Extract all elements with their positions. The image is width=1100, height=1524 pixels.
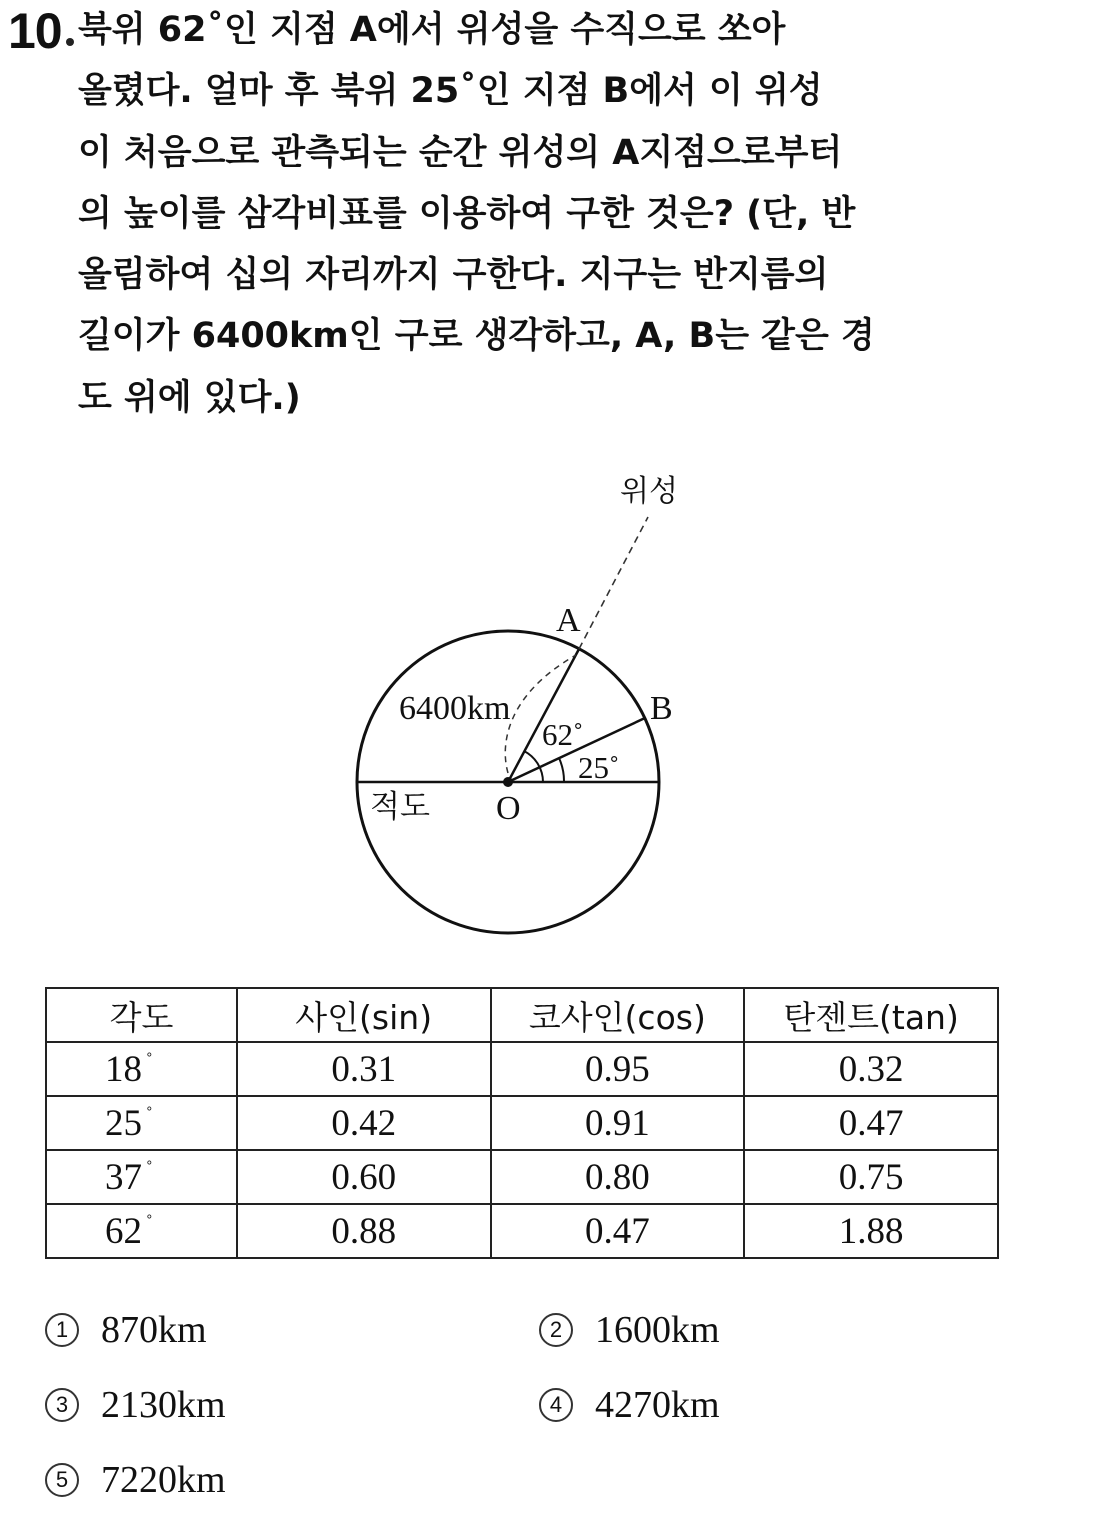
angle-value: 25: [105, 1102, 142, 1144]
angle-cell: [46, 1150, 237, 1204]
angle-arc-62: [524, 751, 543, 782]
sin-cell: 0.31: [237, 1042, 491, 1096]
table-row: [46, 1204, 998, 1258]
choice-text: 2130km: [101, 1384, 226, 1426]
question-number-dot: [66, 38, 74, 46]
stem-line: 올렸다. 얼마 후 북위 25˚인 지점 B에서 이 위성: [78, 71, 823, 112]
question-number: 10: [8, 3, 62, 59]
choice-number-circle: 5: [45, 1463, 79, 1497]
degree-symbol: ˚: [146, 1049, 153, 1072]
choice-number-circle: 2: [539, 1313, 573, 1347]
table-header-row: [46, 988, 998, 1042]
angle-62-label: 62˚: [542, 717, 584, 752]
choice-3[interactable]: [45, 1383, 226, 1427]
sin-cell: 0.42: [237, 1096, 491, 1150]
radius-oa: [508, 649, 579, 782]
tan-cell: 0.75: [744, 1150, 998, 1204]
center-point: [503, 777, 513, 787]
angle-cell: [46, 1042, 237, 1096]
stem-line: 올림하여 십의 자리까지 구한다. 지구는 반지름의: [78, 255, 829, 296]
stem-line: 길이가 6400km인 구로 생각하고, A, B는 같은 경: [78, 316, 875, 357]
tan-cell: 0.47: [744, 1096, 998, 1150]
table-row: [46, 1150, 998, 1204]
stem-line: 도 위에 있다.): [78, 377, 301, 418]
stem-line: 의 높이를 삼각비표를 이용하여 구한 것은? (단, 반: [78, 193, 856, 234]
choice-2[interactable]: [539, 1308, 720, 1352]
choice-number-circle: 4: [539, 1388, 573, 1422]
angle-25-label: 25˚: [578, 750, 620, 785]
angle-value: 62: [105, 1210, 142, 1252]
choice-text: 1600km: [595, 1309, 720, 1351]
choice-text: 4270km: [595, 1384, 720, 1426]
earth-satellite-diagram: [330, 455, 710, 945]
satellite-label: 위성: [620, 474, 678, 509]
angle-value: 18: [105, 1048, 142, 1090]
sin-cell: 0.88: [237, 1204, 491, 1258]
table-row: [46, 1042, 998, 1096]
point-a-label: A: [556, 602, 581, 639]
angle-arc-25: [559, 758, 564, 782]
equator-label: 적도: [370, 789, 430, 825]
trig-table: [45, 987, 999, 1259]
satellite-path: [579, 517, 648, 649]
cos-cell: 0.91: [491, 1096, 745, 1150]
radius-label: 6400km: [399, 690, 511, 727]
degree-symbol: ˚: [146, 1157, 153, 1180]
table-row: [46, 1096, 998, 1150]
point-b-label: B: [650, 690, 673, 727]
stem-line: 이 처음으로 관측되는 순간 위성의 A지점으로부터: [78, 132, 843, 173]
degree-symbol: ˚: [146, 1211, 153, 1234]
choice-text: 7220km: [101, 1459, 226, 1501]
angle-cell: [46, 1096, 237, 1150]
question-stem: [78, 0, 1038, 429]
choice-number-circle: 3: [45, 1388, 79, 1422]
choice-1[interactable]: [45, 1308, 207, 1352]
header-angle: 각도: [46, 988, 237, 1042]
header-tan: 탄젠트(tan): [744, 988, 998, 1042]
header-cos: 코사인(cos): [491, 988, 745, 1042]
stem-line: 북위 62˚인 지점 A에서 위성을 수직으로 쏘아: [78, 10, 786, 50]
choice-4[interactable]: [539, 1383, 720, 1427]
center-label: O: [496, 790, 521, 827]
tan-cell: 1.88: [744, 1204, 998, 1258]
degree-symbol: ˚: [146, 1103, 153, 1126]
cos-cell: 0.95: [491, 1042, 745, 1096]
angle-value: 37: [105, 1156, 142, 1198]
choice-number-circle: 1: [45, 1313, 79, 1347]
choice-5[interactable]: [45, 1458, 226, 1502]
cos-cell: 0.80: [491, 1150, 745, 1204]
sin-cell: 0.60: [237, 1150, 491, 1204]
angle-cell: [46, 1204, 237, 1258]
choice-text: 870km: [101, 1309, 207, 1351]
header-sin: 사인(sin): [237, 988, 491, 1042]
tan-cell: 0.32: [744, 1042, 998, 1096]
cos-cell: 0.47: [491, 1204, 745, 1258]
